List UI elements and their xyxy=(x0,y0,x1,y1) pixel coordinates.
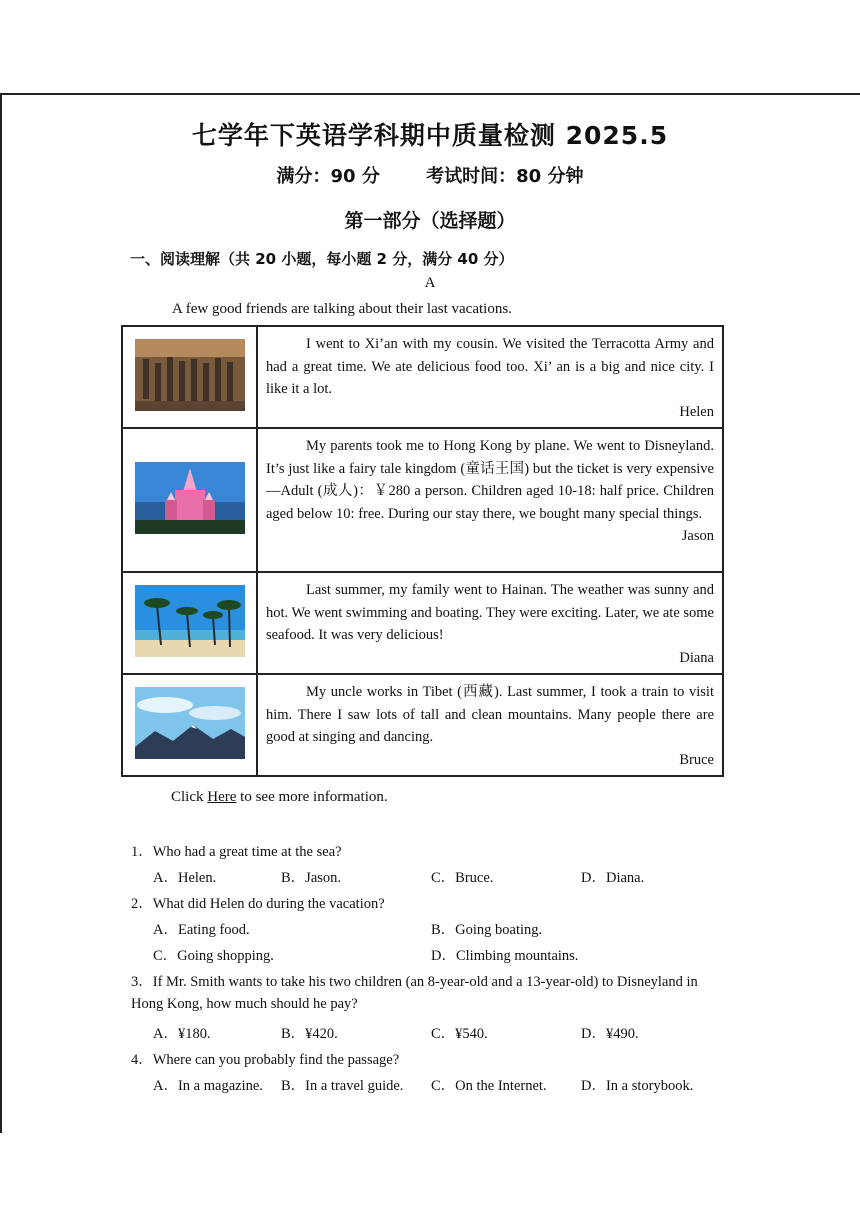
part-heading: 第一部分（选择题） xyxy=(344,210,516,232)
here-link[interactable]: Here xyxy=(207,789,237,805)
disneyland-castle-photo xyxy=(135,462,245,534)
card-name: Bruce xyxy=(679,751,714,768)
exam-meta xyxy=(0,162,860,188)
question-stem: 2．What did Helen do during the vacation? xyxy=(131,896,385,912)
option[interactable]: B．¥420. xyxy=(281,1026,338,1042)
option[interactable]: D．¥490. xyxy=(581,1026,639,1042)
terracotta-army-photo xyxy=(135,339,245,411)
hainan-beach-photo xyxy=(135,585,245,657)
card-text-cell xyxy=(257,326,723,428)
exam-title: 七学年下英语学科期中质量检测 2025.5 xyxy=(191,121,669,150)
card-name: Jason xyxy=(681,528,714,544)
option[interactable]: A．¥180. xyxy=(153,1026,211,1042)
option[interactable]: D．In a storybook. xyxy=(581,1078,694,1094)
card-text-cell xyxy=(257,428,723,572)
card-text: My uncle works in Tibet (西藏). Last summer, I took a train to visit him. There I saw lots of tall and clean mountains. Many people there are good at singing and dancing. xyxy=(266,684,714,745)
card-image-cell xyxy=(122,572,257,674)
card-image-cell xyxy=(122,428,257,572)
card-name: Diana xyxy=(679,649,714,666)
option[interactable]: D．Diana. xyxy=(581,870,645,886)
question-stem: 4．Where can you probably find the passage? xyxy=(131,1052,400,1068)
tibet-mountains-photo xyxy=(135,687,245,759)
vacation-table xyxy=(121,325,724,777)
option[interactable]: A．Eating food. xyxy=(153,922,250,938)
option[interactable]: B．Jason. xyxy=(281,870,342,886)
option[interactable]: A．In a magazine. xyxy=(153,1078,263,1094)
option[interactable]: B．In a travel guide. xyxy=(281,1078,404,1094)
question-stem: 3．If Mr. Smith wants to take his two children (an 8-year-old and a 13-year-old) to Disneyland in xyxy=(131,974,698,990)
option[interactable]: C．¥540. xyxy=(431,1026,488,1042)
card-image-cell xyxy=(122,326,257,428)
question-stem: 1．Who had a great time at the sea? xyxy=(131,844,342,860)
card-text: My parents took me to Hong Kong by plane. We went to Disneyland. It’s just like a fairy tale kingdom (童话王国) but the ticket is very expensive—Adult (成人)：￥280 a person. Children aged 10-18: half price. Children aged below 10: free. During our stay there, we bought many special things. xyxy=(266,438,714,522)
click-suffix: to see more information. xyxy=(236,789,388,805)
full-marks: 满分：90 分 xyxy=(276,166,380,187)
card-text: I went to Xi’an with my cousin. We visited the Terracotta Army and had a great time. We ate delicious food too. Xi’ an is a big and nice city. I like it a lot. xyxy=(266,336,714,397)
option[interactable]: D．Climbing mountains. xyxy=(431,948,579,964)
section-heading: 一、阅读理解（共 20 小题，每小题 2 分，满分 40 分） xyxy=(130,250,514,268)
click-prefix: Click xyxy=(171,789,208,805)
click-line xyxy=(171,789,388,806)
card-row xyxy=(122,674,723,776)
exam-time: 考试时间：80 分钟 xyxy=(426,166,584,187)
card-row xyxy=(122,572,723,674)
card-row xyxy=(122,326,723,428)
option[interactable]: C．On the Internet. xyxy=(431,1078,547,1094)
card-text: Last summer, my family went to Hainan. The weather was sunny and hot. We went swimming and boating. They were exciting. Later, we ate some seafood. It was very delicious! xyxy=(266,582,714,643)
option[interactable]: C．Going shopping. xyxy=(153,948,274,964)
option[interactable]: A．Helen. xyxy=(153,870,217,886)
passage-letter: A xyxy=(424,275,436,291)
card-name: Helen xyxy=(679,403,714,420)
card-text-cell xyxy=(257,674,723,776)
option[interactable]: C．Bruce. xyxy=(431,870,494,886)
question-stem-continued: Hong Kong, how much should he pay? xyxy=(131,996,358,1012)
card-image-cell xyxy=(122,674,257,776)
option[interactable]: B．Going boating. xyxy=(431,922,543,938)
card-row xyxy=(122,428,723,572)
passage-intro: A few good friends are talking about their last vacations. xyxy=(172,301,512,317)
card-text-cell xyxy=(257,572,723,674)
